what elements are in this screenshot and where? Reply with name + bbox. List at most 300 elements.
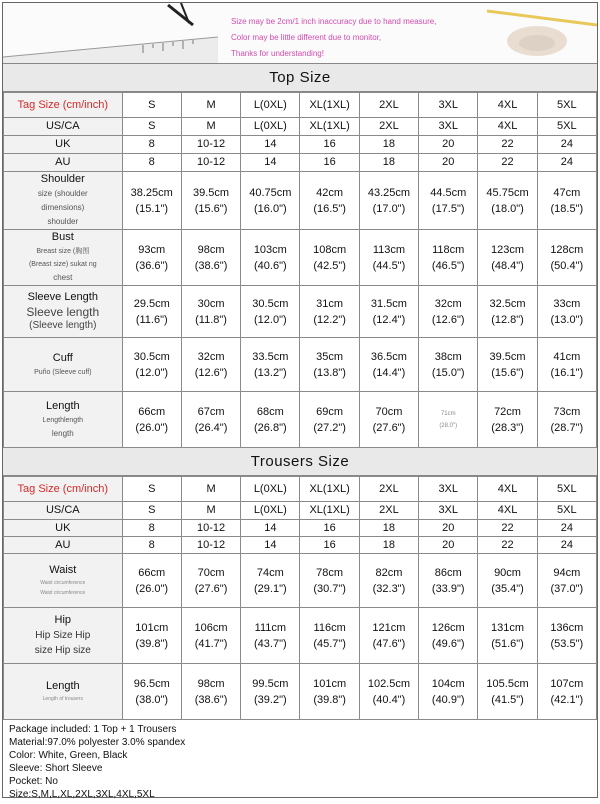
- measure-cell: [181, 230, 240, 286]
- cm-value: 36.5cm: [370, 350, 407, 363]
- cm-value: 94cm: [553, 566, 581, 579]
- measurement-notes: [231, 14, 436, 62]
- uk-cell: 20: [419, 520, 478, 537]
- size-chart: [2, 2, 598, 798]
- us-cell: 5XL: [537, 118, 596, 136]
- au-cell: 8: [122, 537, 181, 554]
- trousers-size-title: Trousers Size: [3, 448, 597, 476]
- inch-value: (42.5"): [313, 259, 346, 272]
- cm-value: 131cm: [491, 621, 525, 634]
- label-sub: (Breast size) sukat ng: [28, 261, 97, 268]
- cm-value: 41cm: [553, 350, 581, 363]
- measure-cell: [181, 664, 240, 720]
- measure-cell: [300, 664, 359, 720]
- label-sub: size (shoulder: [37, 189, 88, 198]
- us-cell: 5XL: [537, 502, 596, 520]
- uk-cell: 24: [537, 520, 596, 537]
- us-cell: XL(1XL): [300, 502, 359, 520]
- inch-value: (46.5"): [431, 259, 465, 272]
- cm-value: 69cm: [316, 405, 344, 418]
- inch-value: (39.8"): [135, 637, 169, 650]
- inch-value: (13.0"): [550, 313, 584, 326]
- measure-cell: [122, 392, 181, 448]
- cm-value: 30cm: [197, 297, 225, 310]
- cm-value: 72cm: [494, 405, 521, 418]
- inch-value: (11.6"): [135, 313, 168, 326]
- measure-cell: [478, 338, 537, 392]
- waist-label: Waist: [49, 564, 77, 576]
- cm-value: 108cm: [313, 243, 347, 256]
- measure-cell: [478, 172, 537, 230]
- au-cell: 24: [537, 154, 596, 172]
- measure-cell: [419, 338, 478, 392]
- length-label: Length: [45, 399, 80, 412]
- inch-value: (15.6"): [491, 366, 524, 379]
- label-sub: Sleeve length: [26, 305, 100, 319]
- inch-value: (30.7"): [313, 582, 346, 595]
- measure-cell: [300, 172, 359, 230]
- length-label-cell: [4, 392, 123, 448]
- hand-measuring-icon: [477, 3, 597, 63]
- info-line: Color: White, Green, Black: [9, 750, 128, 761]
- measuring-tape-icon: [3, 3, 218, 63]
- uk-cell: 22: [478, 136, 537, 154]
- measure-cell: [537, 608, 596, 664]
- hip-label-cell: [4, 608, 123, 664]
- uk-cell: 16: [300, 136, 359, 154]
- us-cell: S: [122, 118, 181, 136]
- measure-cell: [300, 554, 359, 608]
- tag-size-cell: S: [122, 477, 181, 502]
- us-label: US/CA: [4, 118, 123, 136]
- label-sub: Waist circumference: [40, 590, 86, 596]
- cm-value: 98cm: [197, 677, 225, 690]
- inch-value: (26.0"): [135, 582, 169, 595]
- label-sub: Hip Size Hip: [35, 630, 91, 641]
- uk-label: UK: [4, 520, 123, 537]
- tag-size-cell: XL(1XL): [300, 477, 359, 502]
- info-line: Material:97.0% polyester 3.0% spandex: [9, 737, 186, 748]
- info-line: Package included: 1 Top + 1 Trousers: [9, 724, 177, 735]
- uk-cell: 8: [122, 136, 181, 154]
- cm-value: 123cm: [491, 243, 525, 256]
- measure-cell: [300, 286, 359, 338]
- table-row: [4, 338, 597, 392]
- cm-value: 44.5cm: [430, 186, 467, 199]
- shoulder-label-cell: [4, 172, 123, 230]
- table-row: [4, 537, 597, 554]
- cm-value: 45.75cm: [486, 186, 529, 199]
- label-sub: size Hip size: [34, 645, 91, 656]
- inch-value: (28.3"): [491, 421, 524, 434]
- measure-cell: [241, 172, 300, 230]
- cm-value: 67cm: [197, 405, 225, 418]
- cm-value: 90cm: [494, 566, 521, 579]
- inch-value: (11.8"): [195, 313, 227, 326]
- inch-value: (12.2"): [313, 313, 346, 326]
- inch-value: (12.6"): [194, 366, 228, 379]
- measure-cell: [537, 230, 596, 286]
- measure-cell: [537, 172, 596, 230]
- cm-value: 30.5cm: [133, 350, 170, 363]
- measure-cell: [122, 286, 181, 338]
- label-sub: dimensions): [41, 203, 85, 212]
- measure-cell: [181, 286, 240, 338]
- hip-label: Hip: [54, 614, 72, 626]
- table-row: [4, 554, 597, 608]
- inch-value: (35.4"): [491, 582, 524, 595]
- cm-value: 31.5cm: [370, 297, 407, 310]
- table-row: [4, 664, 597, 720]
- measure-cell-faded: [419, 392, 478, 448]
- uk-cell: 24: [537, 136, 596, 154]
- inch-value: (27.6"): [372, 421, 406, 434]
- measure-cell: [241, 608, 300, 664]
- cm-value: 128cm: [550, 243, 584, 256]
- inch-value: (44.5"): [372, 259, 406, 272]
- measure-cell: [359, 392, 418, 448]
- cm-value: 38.25cm: [130, 186, 173, 199]
- table-row: [4, 520, 597, 537]
- cm-value: 126cm: [431, 621, 465, 634]
- banner: [3, 3, 597, 64]
- measure-cell: [537, 338, 596, 392]
- uk-label: UK: [4, 136, 123, 154]
- inch-value: (13.8"): [313, 366, 346, 379]
- info-line: Sleeve: Short Sleeve: [9, 763, 103, 774]
- inch-value: (50.4"): [550, 259, 584, 272]
- cm-value: 39.5cm: [193, 186, 230, 199]
- label-sub: length: [51, 428, 74, 438]
- cm-value: 47cm: [553, 186, 581, 199]
- cm-value: 31cm: [316, 297, 344, 310]
- tag-size-cell: 4XL: [478, 477, 537, 502]
- au-label: AU: [4, 154, 123, 172]
- measure-cell: [537, 664, 596, 720]
- us-label: US/CA: [4, 502, 123, 520]
- measure-cell: [419, 230, 478, 286]
- uk-cell: 14: [241, 520, 300, 537]
- cm-value: 86cm: [434, 566, 462, 579]
- measure-cell: [241, 392, 300, 448]
- cm-value: 38cm: [434, 350, 462, 363]
- au-cell: 14: [241, 154, 300, 172]
- tag-size-cell: 2XL: [359, 93, 418, 118]
- au-cell: 16: [300, 154, 359, 172]
- measure-cell: [241, 554, 300, 608]
- cm-value: 68cm: [256, 405, 284, 418]
- cm-value: 73cm: [553, 405, 581, 418]
- measure-cell: [359, 338, 418, 392]
- cm-value: 102.5cm: [367, 677, 411, 690]
- label-sub: shoulder: [47, 217, 79, 226]
- table-row: [4, 93, 597, 118]
- us-cell: 2XL: [359, 118, 418, 136]
- au-cell: 16: [300, 537, 359, 554]
- tag-size-cell: M: [181, 93, 240, 118]
- inch-value: (38.6"): [194, 259, 228, 272]
- cm-value: 107cm: [550, 677, 584, 690]
- measure-cell: [478, 554, 537, 608]
- label-sub: (Sleeve length): [29, 320, 97, 331]
- shoulder-label: Shoulder: [40, 173, 85, 185]
- measure-cell: [537, 392, 596, 448]
- inch-value: (12.8"): [491, 313, 524, 326]
- top-size-title: Top Size: [3, 64, 597, 92]
- cm-value: 32cm: [434, 297, 462, 310]
- au-cell: 24: [537, 537, 596, 554]
- label-sub: Puño (Sleeve cuff): [34, 368, 92, 376]
- measure-cell: [359, 172, 418, 230]
- table-row: [4, 477, 597, 502]
- inch-value: (15.0"): [431, 366, 465, 379]
- inch-value: (12.6"): [431, 313, 465, 326]
- inch-value: (12.4"): [372, 313, 406, 326]
- cuff-label-cell: [4, 338, 123, 392]
- note-line: Color may be little different due to monitor,: [231, 33, 382, 42]
- cm-value: 106cm: [194, 621, 228, 634]
- label-sub: Lengthlength: [42, 416, 84, 424]
- us-cell: 4XL: [478, 118, 537, 136]
- us-cell: L(0XL): [241, 502, 300, 520]
- inch-value: (47.6"): [372, 637, 406, 650]
- tag-size-cell: 4XL: [478, 93, 537, 118]
- cm-value: 104cm: [431, 677, 465, 690]
- measure-cell: [181, 554, 240, 608]
- measure-cell: [300, 230, 359, 286]
- inch-value: (37.0"): [550, 582, 584, 595]
- inch-value: (38.6"): [194, 693, 228, 706]
- tag-size-cell: 5XL: [537, 477, 596, 502]
- inch-value: (26.0"): [135, 421, 169, 434]
- us-cell: 3XL: [419, 502, 478, 520]
- measure-cell: [300, 338, 359, 392]
- table-row: [4, 392, 597, 448]
- cm-value: 32cm: [197, 350, 225, 363]
- sleeve-length-label-cell: [4, 286, 123, 338]
- measure-cell: [181, 608, 240, 664]
- us-cell: XL(1XL): [300, 118, 359, 136]
- measure-cell: [181, 172, 240, 230]
- cm-value: 105.5cm: [486, 677, 529, 690]
- inch-value: (16.5"): [313, 202, 346, 215]
- au-cell: 14: [241, 537, 300, 554]
- us-cell: 2XL: [359, 502, 418, 520]
- measure-cell: [181, 338, 240, 392]
- cm-value: 103cm: [253, 243, 287, 256]
- table-row: [4, 154, 597, 172]
- au-cell: 18: [359, 537, 418, 554]
- uk-cell: 20: [419, 136, 478, 154]
- measure-cell: [419, 286, 478, 338]
- tag-size-cell: XL(1XL): [300, 93, 359, 118]
- measure-cell: [359, 286, 418, 338]
- note-line: Size may be 2cm/1 inch inaccuracy due to hand measure,: [231, 17, 437, 26]
- measure-cell: [300, 608, 359, 664]
- table-row: [4, 230, 597, 286]
- inch-value: (16.1"): [550, 366, 584, 379]
- info-line: Size:S,M,L,XL,2XL,3XL,4XL,5XL: [9, 789, 155, 800]
- tag-size-cell: S: [122, 93, 181, 118]
- us-cell: M: [181, 118, 240, 136]
- us-cell: 3XL: [419, 118, 478, 136]
- cm-value: 136cm: [550, 621, 584, 634]
- cm-value: 33cm: [553, 297, 581, 310]
- uk-cell: 10-12: [181, 136, 240, 154]
- cm-value: 118cm: [432, 243, 465, 256]
- inch-value: (40.4"): [372, 693, 406, 706]
- bust-label-cell: [4, 230, 123, 286]
- measure-cell: [478, 664, 537, 720]
- cm-value: 82cm: [375, 566, 403, 579]
- measure-cell: [537, 554, 596, 608]
- cm-value: 32.5cm: [489, 297, 526, 310]
- cm-value: 66cm: [138, 566, 166, 579]
- product-info: [3, 720, 597, 804]
- measure-cell: [359, 608, 418, 664]
- inch-value: (29.1"): [254, 582, 287, 595]
- inch-value: (26.4"): [194, 421, 228, 434]
- inch-value: (32.3"): [372, 582, 406, 595]
- table-row: [4, 172, 597, 230]
- cm-value: 98cm: [197, 243, 225, 256]
- uk-cell: 8: [122, 520, 181, 537]
- table-row: [4, 136, 597, 154]
- cm-value: 93cm: [138, 243, 166, 256]
- table-row: [4, 286, 597, 338]
- inch-value: (12.0"): [254, 313, 287, 326]
- cm-value: 29.5cm: [133, 297, 170, 310]
- waist-label-cell: [4, 554, 123, 608]
- note-line: Thanks for understanding!: [231, 49, 324, 58]
- tag-size-cell: L(0XL): [241, 477, 300, 502]
- measure-cell: [419, 664, 478, 720]
- tag-size-cell: 3XL: [419, 93, 478, 118]
- inch-value: (40.9"): [431, 693, 465, 706]
- us-cell: 4XL: [478, 502, 537, 520]
- measure-cell: [359, 664, 418, 720]
- measure-cell: [122, 608, 181, 664]
- inch-value: (38.0"): [135, 693, 169, 706]
- tag-size-label: Tag Size (cm/inch): [4, 477, 123, 502]
- cm-value: 113cm: [372, 243, 406, 256]
- cm-value: 71cm: [440, 410, 456, 417]
- measure-cell: [241, 286, 300, 338]
- top-size-table: [3, 92, 597, 448]
- cm-value: 101cm: [313, 677, 347, 690]
- us-cell: L(0XL): [241, 118, 300, 136]
- cm-value: 96.5cm: [133, 677, 170, 690]
- uk-cell: 10-12: [181, 520, 240, 537]
- au-cell: 10-12: [181, 154, 240, 172]
- cm-value: 42cm: [316, 186, 344, 199]
- measure-cell: [241, 230, 300, 286]
- table-row: [4, 502, 597, 520]
- cm-value: 43.25cm: [367, 186, 411, 199]
- measure-cell: [122, 554, 181, 608]
- table-row: [4, 118, 597, 136]
- measure-cell: [478, 392, 537, 448]
- us-cell: M: [181, 502, 240, 520]
- trousers-size-table: [3, 476, 597, 720]
- measure-cell: [122, 664, 181, 720]
- inch-value: (28.0"): [439, 422, 458, 429]
- tag-size-cell: L(0XL): [241, 93, 300, 118]
- label-sub: Length of trousers: [42, 696, 83, 702]
- uk-cell: 14: [241, 136, 300, 154]
- measure-cell: [241, 664, 300, 720]
- inch-value: (28.7"): [550, 421, 584, 434]
- cm-value: 70cm: [375, 405, 403, 418]
- inch-value: (14.4"): [372, 366, 406, 379]
- cm-value: 116cm: [313, 621, 346, 634]
- au-cell: 8: [122, 154, 181, 172]
- cm-value: 70cm: [197, 566, 225, 579]
- inch-value: (12.0"): [135, 366, 169, 379]
- measure-cell: [419, 608, 478, 664]
- measure-cell: [419, 554, 478, 608]
- inch-value: (15.1"): [135, 202, 169, 215]
- measure-cell: [478, 286, 537, 338]
- cm-value: 111cm: [254, 621, 287, 634]
- inch-value: (18.5"): [550, 202, 584, 215]
- cm-value: 35cm: [316, 350, 344, 363]
- cm-value: 99.5cm: [252, 677, 289, 690]
- uk-cell: 22: [478, 520, 537, 537]
- tag-size-cell: 2XL: [359, 477, 418, 502]
- measure-cell: [359, 554, 418, 608]
- au-cell: 20: [419, 154, 478, 172]
- cm-value: 30.5cm: [252, 297, 289, 310]
- inch-value: (17.5"): [431, 202, 465, 215]
- cm-value: 33.5cm: [252, 350, 289, 363]
- inch-value: (27.2"): [313, 421, 346, 434]
- inch-value: (15.6"): [194, 202, 228, 215]
- au-cell: 10-12: [181, 537, 240, 554]
- trousers-length-label-cell: [4, 664, 123, 720]
- label-sub: Breast size (胸围: [36, 248, 90, 255]
- inch-value: (26.8"): [254, 421, 287, 434]
- au-label: AU: [4, 537, 123, 554]
- tag-size-cell: 5XL: [537, 93, 596, 118]
- au-cell: 22: [478, 154, 537, 172]
- au-cell: 18: [359, 154, 418, 172]
- cm-value: 78cm: [316, 566, 344, 579]
- cm-value: 39.5cm: [489, 350, 526, 363]
- sleeve-length-label: Sleeve Length: [27, 291, 98, 303]
- cm-value: 121cm: [372, 621, 406, 634]
- measure-cell: [122, 230, 181, 286]
- measure-cell: [478, 230, 537, 286]
- label-sub: Waist circumference: [40, 580, 86, 586]
- cm-value: 66cm: [138, 405, 166, 418]
- inch-value: (41.7"): [194, 637, 228, 650]
- us-cell: S: [122, 502, 181, 520]
- cuff-label: Cuff: [52, 351, 73, 364]
- measure-cell: [181, 392, 240, 448]
- inch-value: (49.6"): [431, 637, 465, 650]
- uk-cell: 18: [359, 136, 418, 154]
- inch-value: (39.2"): [254, 693, 287, 706]
- inch-value: (33.9"): [431, 582, 465, 595]
- inch-value: (41.5"): [491, 693, 524, 706]
- measure-cell: [537, 286, 596, 338]
- trousers-length-label: Length: [45, 680, 80, 692]
- cm-value: 101cm: [135, 621, 169, 634]
- inch-value: (43.7"): [254, 637, 287, 650]
- measure-cell: [359, 230, 418, 286]
- inch-value: (13.2"): [254, 366, 287, 379]
